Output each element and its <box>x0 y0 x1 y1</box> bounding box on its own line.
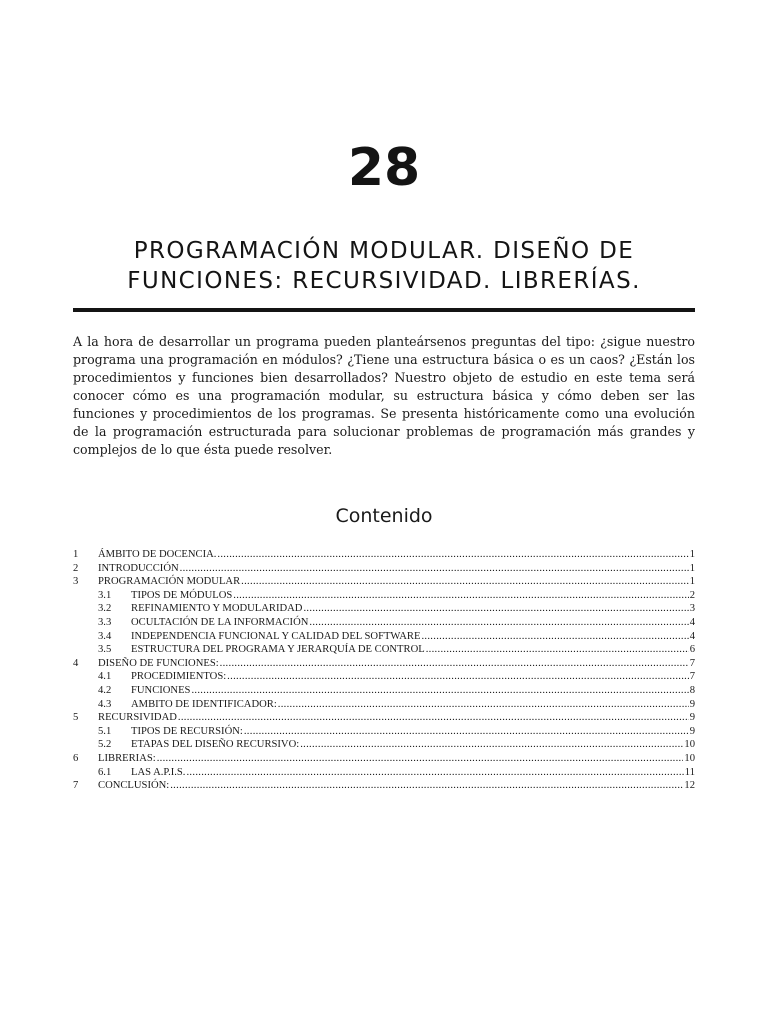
toc-entry-page: 4 <box>689 616 695 628</box>
toc-entry-page: 6 <box>689 644 695 656</box>
toc-entry[interactable] <box>73 630 695 644</box>
toc-entry[interactable] <box>73 643 695 657</box>
toc-dot-leader <box>180 562 689 576</box>
toc-entry-number: 1 <box>73 549 79 560</box>
toc-entry-number: 2 <box>73 562 79 574</box>
toc-entry[interactable] <box>73 657 695 671</box>
toc-entry-page: 4 <box>689 630 695 642</box>
toc-entry-label: AMBITO DE IDENTIFICADOR: <box>131 698 277 710</box>
toc-entry[interactable] <box>73 562 695 576</box>
toc-entry[interactable] <box>73 711 695 725</box>
toc-entry-number: 3.4 <box>98 630 112 642</box>
toc-entry-number: 4.1 <box>98 671 112 683</box>
toc-entry-number: 5.2 <box>98 739 112 751</box>
toc-dot-leader <box>426 643 689 657</box>
toc-dot-leader <box>278 698 689 712</box>
toc-dot-leader <box>217 548 688 562</box>
toc-entry-label: INTRODUCCIÓN <box>98 562 179 574</box>
toc-entry-page: 9 <box>689 725 695 737</box>
toc-dot-leader <box>300 738 683 752</box>
toc-entry-label: CONCLUSIÓN: <box>98 780 170 792</box>
toc-entry-number: 5.1 <box>98 725 112 737</box>
toc-entry-page: 2 <box>689 589 695 601</box>
toc-entry[interactable] <box>73 766 695 780</box>
toc-entry[interactable] <box>73 589 695 603</box>
toc-entry-number: 6 <box>73 752 79 764</box>
toc-entry[interactable] <box>73 725 695 739</box>
toc-entry-page: 10 <box>684 739 695 751</box>
toc-entry-label: INDEPENDENCIA FUNCIONAL Y CALIDAD DEL SOFTWARE <box>131 630 421 642</box>
toc-entry-page: 12 <box>684 780 695 792</box>
toc-entry-number: 6.1 <box>98 766 112 778</box>
toc-entry-label: LAS A.P.I.S. <box>131 766 186 778</box>
toc-entry-page: 1 <box>689 549 695 560</box>
toc-entry-label: LIBRERIAS: <box>98 752 156 764</box>
toc-entry-page: 9 <box>689 712 695 724</box>
toc-entry[interactable] <box>73 548 695 562</box>
toc-dot-leader <box>241 575 689 589</box>
toc-entry-number: 3.5 <box>98 644 112 656</box>
toc-dot-leader <box>244 725 689 739</box>
toc-entry[interactable] <box>73 616 695 630</box>
toc-entry-page: 1 <box>689 562 695 574</box>
toc-entry-label: ESTRUCTURA DEL PROGRAMA Y JERARQUÍA DE CONTROL <box>131 644 425 656</box>
toc-entry[interactable] <box>73 738 695 752</box>
toc-entry[interactable] <box>73 575 695 589</box>
toc-entry-page: 10 <box>684 752 695 764</box>
intro-paragraph: A la hora de desarrollar un programa pueden planteársenos preguntas del tipo: ¿sigue nuestro programa una programación en módulos? ¿Tiene una estructura básica o es un caos? ¿Están los procedimientos y funciones bien desarrollados? Nuestro objeto de estudio en este tema será conocer cómo es una programación modular, su estructura básica y cómo deben ser las funciones y procedimientos de los programas. Se presenta históricamente como una evolución de la programación estructurada para solucionar problemas de programación más grandes y complejos de lo que ésta puede resolver. <box>73 334 695 457</box>
toc-heading: Contenido <box>335 505 433 527</box>
toc-dot-leader <box>178 711 689 725</box>
toc-entry-number: 4 <box>73 657 79 669</box>
toc-dot-leader <box>233 589 688 603</box>
toc-entry[interactable] <box>73 752 695 766</box>
toc-entry-number: 3.1 <box>98 589 112 601</box>
toc-entry-label: RECURSIVIDAD <box>98 712 177 724</box>
toc-dot-leader <box>309 616 688 630</box>
toc-dot-leader <box>227 670 689 684</box>
toc-entry-page: 1 <box>689 576 695 588</box>
toc-entry[interactable] <box>73 684 695 698</box>
toc-entry-label: DISEÑO DE FUNCIONES: <box>98 657 219 669</box>
toc-entry-label: REFINAMIENTO Y MODULARIDAD <box>131 603 303 615</box>
toc-entry-label: PROCEDIMIENTOS: <box>131 671 227 683</box>
toc-entry-label: ETAPAS DEL DISEÑO RECURSIVO: <box>131 739 300 751</box>
chapter-title-line-1: PROGRAMACIÓN MODULAR. DISEÑO DE <box>133 238 635 264</box>
toc-entry-number: 4.3 <box>98 698 112 710</box>
toc-entry-page: 9 <box>689 698 695 710</box>
chapter-title <box>73 236 695 296</box>
toc-entry-page: 7 <box>689 671 695 683</box>
toc-dot-leader <box>220 657 689 671</box>
toc-entry[interactable] <box>73 698 695 712</box>
chapter-title-line-2: FUNCIONES: RECURSIVIDAD. LIBRERÍAS. <box>127 268 641 294</box>
toc-entry-page: 11 <box>684 766 695 778</box>
toc-dot-leader <box>191 684 688 698</box>
toc-entry-number: 4.2 <box>98 684 112 696</box>
toc-entry[interactable] <box>73 602 695 616</box>
toc-dot-leader <box>157 752 684 766</box>
toc-entry-page: 7 <box>689 657 695 669</box>
toc-dot-leader <box>186 766 683 780</box>
chapter-number: 28 <box>347 138 421 198</box>
toc-entry-label: PROGRAMACIÓN MODULAR <box>98 576 241 588</box>
table-of-contents <box>73 548 695 793</box>
toc-entry-label: TIPOS DE MÓDULOS <box>131 589 233 601</box>
toc-entry-label: TIPOS DE RECURSIÓN: <box>131 725 243 737</box>
toc-dot-leader <box>170 779 683 793</box>
toc-entry[interactable] <box>73 779 695 793</box>
toc-entry-number: 3.3 <box>98 616 112 628</box>
title-divider <box>73 308 695 312</box>
toc-entry-number: 7 <box>73 780 79 792</box>
toc-entry-label: FUNCIONES <box>131 684 191 696</box>
toc-entry-label: OCULTACIÓN DE LA INFORMACIÓN <box>131 616 309 628</box>
toc-entry-label: ÁMBITO DE DOCENCIA. <box>98 549 217 560</box>
toc-entry[interactable] <box>73 670 695 684</box>
toc-entry-number: 3.2 <box>98 603 112 615</box>
toc-dot-leader <box>303 602 688 616</box>
toc-dot-leader <box>421 630 688 644</box>
toc-entry-page: 3 <box>689 603 695 615</box>
toc-entry-page: 8 <box>689 684 695 696</box>
toc-entry-number: 3 <box>73 576 79 588</box>
toc-entry-number: 5 <box>73 712 79 724</box>
